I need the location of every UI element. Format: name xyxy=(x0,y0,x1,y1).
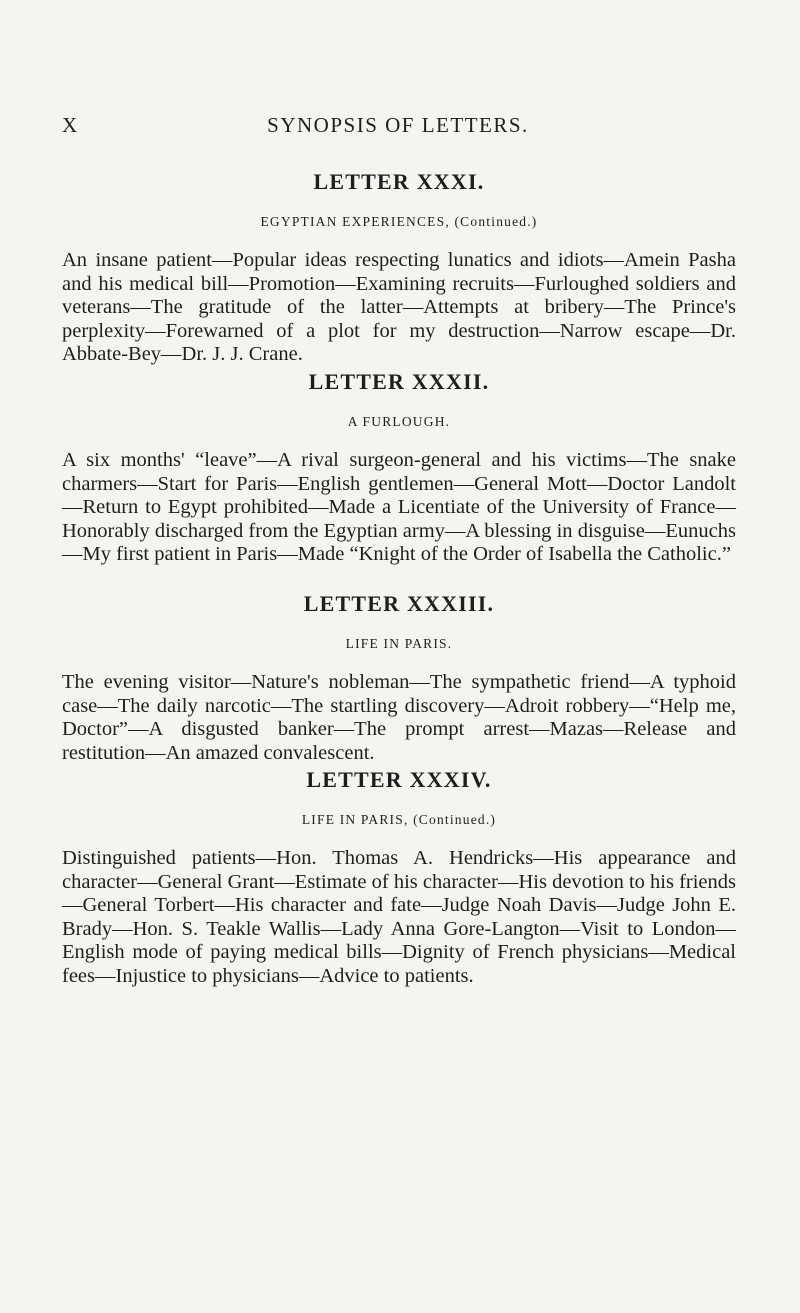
letter-subtitle: LIFE IN PARIS, (Continued.) xyxy=(301,812,497,827)
letter-title: LETTER XXXI. xyxy=(313,169,485,194)
letter-section xyxy=(62,169,736,367)
letter-synopsis: A six months' “leave”—A rival surgeon-general and his victims—The snake charmers—Start for Paris—English gentlemen—General Mott—Doctor Landolt—Return to Egypt prohibited—Made a Licentiate of the University of France—Honorably discharged from the Egyptian army—A blessing in disguise—Eunuchs—My first patient in Paris—Made “Knight of the Order of Isabella the Catholic.” xyxy=(62,449,736,565)
running-title: SYNOPSIS OF LETTERS. xyxy=(267,113,529,137)
letter-section xyxy=(62,369,736,567)
letter-subtitle: LIFE IN PARIS. xyxy=(345,636,453,651)
letter-title: LETTER XXXIV. xyxy=(306,767,492,792)
letter-synopsis: An insane patient—Popular ideas respecting lunatics and idiots—Amein Pasha and his medical bill—Promotion—Examining recruits—Furloughed soldiers and veterans—The gratitude of the latter—Attempts at bribery—The Prince's perplexity—Forewarned of a plot for my destruction—Narrow escape—Dr. Abbate-Bey—Dr. J. J. Crane. xyxy=(62,249,736,365)
letter-section xyxy=(62,767,736,988)
letter-subtitle: EGYPTIAN EXPERIENCES, (Continued.) xyxy=(260,214,538,229)
letter-section xyxy=(62,591,736,765)
letter-synopsis: Distinguished patients—Hon. Thomas A. Hendricks—His appearance and character—General Grant—Estimate of his character—His devotion to his friends—General Torbert—His character and fate—Judge Noah Davis—Judge John E. Brady—Hon. S. Teakle Wallis—Lady Anna Gore-Langton—Visit to London—English mode of paying medical bills—Dignity of French physicians—Medical fees—Injustice to physicians—Advice to patients. xyxy=(62,847,736,987)
letter-synopsis: The evening visitor—Nature's nobleman—The sympathetic friend—A typhoid case—The daily narcotic—The startling discovery—Adroit robbery—“Help me, Doctor”—A disgusted banker—The prompt arrest—Mazas—Release and restitution—An amazed convalescent. xyxy=(62,671,736,764)
page-number: X xyxy=(62,113,79,137)
letter-subtitle: A FURLOUGH. xyxy=(347,414,451,429)
letter-title: LETTER XXXIII. xyxy=(303,591,495,616)
running-head xyxy=(62,113,734,143)
letter-title: LETTER XXXII. xyxy=(308,369,490,394)
